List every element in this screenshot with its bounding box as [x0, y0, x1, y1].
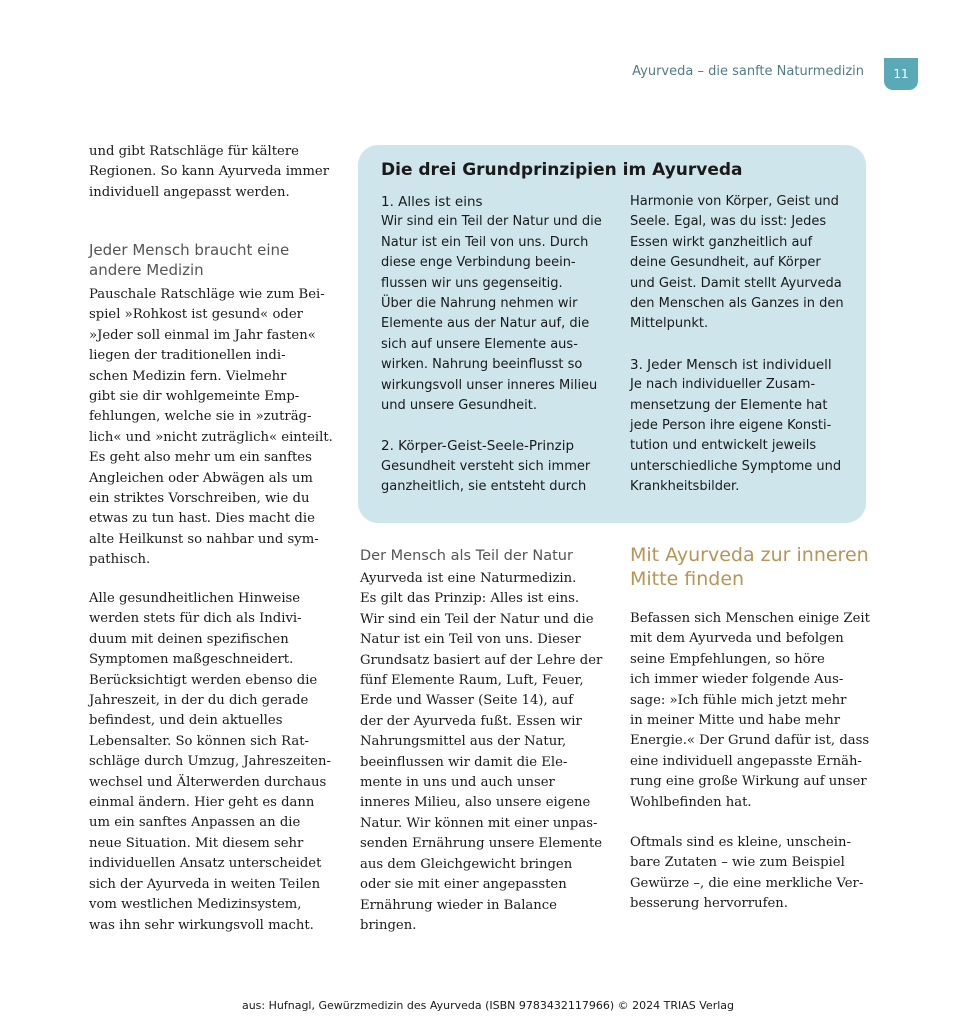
paragraph-advice: Pauschale Ratschläge wie zum Bei- spiel »Rohkost ist gesund« oder »Jeder soll einmal im Jahr fasten« liegen der traditionellen indi- schen Medizin fern. Vielmehr gibt sie dir wohlgemeinte Emp- fehlungen, welche sie in »zuträg- lich« und »nicht zuträglich« einteilt. Es geht also mehr um ein sanftes Angleichen oder Abwägen als um ein striktes Vorschreiben, wie du etwas zu tun hast. Dies macht die alte Heilkunst so nahbar und sym- pathisch.	[89, 287, 333, 568]
paragraph-spices: Oftmals sind es kleine, unschein- bare Zutaten – wie zum Beispiel Gewürze –, die eine merkliche Ver- besserung hervorrufen.	[630, 835, 864, 912]
infobox-title: Die drei Grundprinzipien im Ayurveda	[381, 160, 743, 180]
section-heading-medicine: Jeder Mensch braucht eine andere Medizin	[89, 241, 290, 280]
paragraph-center: Befassen sich Menschen einige Zeit mit dem Ayurveda und befolgen seine Empfehlungen, so höre ich immer wieder folgende Aus- sage: »Ich fühle mich jetzt mehr in meiner Mitte und habe mehr Energie.« Der Grund dafür ist, dass eine individuell angepasste Ernäh- rung eine große Wirkung auf unser Wohlbefinden hat.	[630, 611, 870, 810]
principle-2-heading: 2. Körper-Geist-Seele-Prinzip	[381, 438, 575, 455]
running-header-title: Ayurveda – die sanfte Naturmedizin	[632, 64, 864, 79]
principle-1-text: Wir sind ein Teil der Natur und die Natur ist ein Teil von uns. Durch diese enge Verbindung beein- flussen wir uns gegenseitig. Über die Nahrung nehmen wir Elemente aus der Natur auf, die sich auf unsere Elemente aus- wirken. Nahrung beeinflusst so wirkungsvoll unser inneres Milieu und unsere Gesundheit.	[381, 214, 602, 414]
principle-3-text: Je nach individueller Zusam- mensetzung der Elemente hat jede Person ihre eigene Konsti- tution und entwickelt jeweils unterschiedliche Symptome und Krankheitsbilder.	[630, 377, 842, 495]
principle-3-heading: 3. Jeder Mensch ist individuell	[630, 356, 832, 373]
footer-credit: aus: Hufnagl, Gewürzmedizin des Ayurveda (ISBN 9783432117966) © 2024 TRIAS Verlag	[241, 999, 735, 1012]
intro-paragraph: und gibt Ratschläge für kältere Regionen. So kann Ayurveda immer individuell angepasst werden.	[89, 144, 330, 200]
principle-2-continued: Harmonie von Körper, Geist und Seele. Egal, was du isst: Jedes Essen wirkt ganzheitlich auf deine Gesundheit, auf Körper und Geist. Damit stellt Ayurveda den Menschen als Ganzes in den Mittelpunkt.	[630, 194, 844, 332]
infobox-column-right	[630, 192, 862, 498]
paragraph-individual: Alle gesundheitlichen Hinweise werden stets für dich als Indivi- duum mit deinen spezifischen Symptomen maßgeschneidert. Berücksichtigt werden ebenso die Jahreszeit, in der du dich gerade befindest, und dein aktuelles Lebensalter. So können sich Rat- schläge durch Umzug, Jahreszeiten- wechsel und Älterwerden durchaus einmal ändern. Hier geht es dann um ein sanftes Anpassen an die neue Situation. Mit diesem sehr individuellen Ansatz unterscheidet sich der Ayurveda in weiten Teilen vom westlichen Medizinsystem, was ihn sehr wirkungsvoll macht.	[89, 591, 331, 933]
section-heading-center: Mit Ayurveda zur inneren Mitte finden	[630, 544, 869, 590]
principle-2-text: Gesundheit versteht sich immer ganzheitlich, sie entsteht durch	[381, 458, 591, 495]
infobox-column-left	[381, 192, 611, 498]
page-number-badge: 11	[884, 58, 918, 90]
paragraph-nature: Ayurveda ist eine Naturmedizin. Es gilt das Prinzip: Alles ist eins. Wir sind ein Teil der Natur und die Natur ist ein Teil von uns. Dieser Grundsatz basiert auf der Lehre der fünf Elemente Raum, Luft, Feuer, Erde und Wasser (Seite 14), auf der der Ayurveda fußt. Essen wir Nahrungsmittel aus der Natur, beeinflussen wir damit die Ele- mente in uns und auch unser inneres Milieu, also unsere eigene Natur. Wir können mit einer unpas- senden Ernährung unsere Elemente aus dem Gleichgewicht bringen oder sie mit einer angepassten Ernährung wieder in Balance bringen.	[360, 571, 603, 933]
section-heading-nature: Der Mensch als Teil der Natur	[360, 548, 573, 564]
principle-1-heading: 1. Alles ist eins	[381, 194, 483, 210]
